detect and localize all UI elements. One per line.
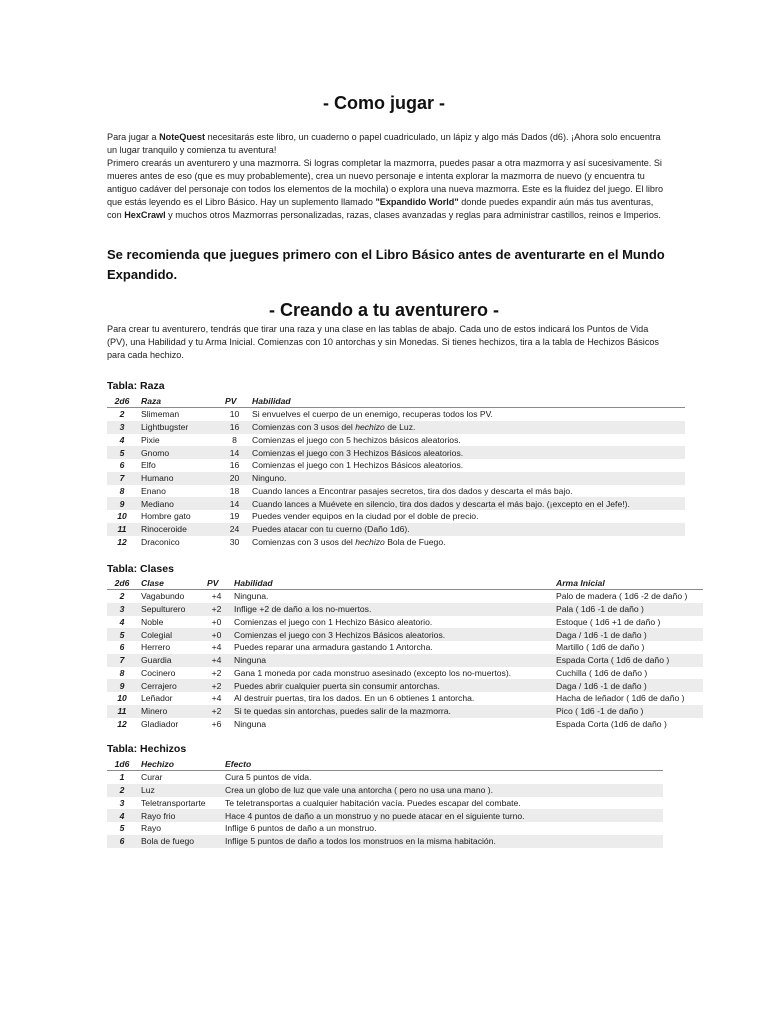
table-cell: Ninguna <box>234 718 267 729</box>
table-cell: 9 <box>107 497 137 510</box>
table-cell: Noble <box>141 616 164 627</box>
table-cell: 14 <box>221 446 248 459</box>
table-cell: Enano <box>141 485 166 496</box>
table-cell: Mediano <box>137 497 221 510</box>
table-row <box>107 421 685 434</box>
table-cell: 2 <box>119 409 125 420</box>
table-cell: Espada Corta (1d6 de daño ) <box>556 718 667 729</box>
table-row <box>107 446 685 459</box>
table-cell: 24 <box>221 523 248 536</box>
table-cell: Cuchilla ( 1d6 de daño ) <box>556 667 648 678</box>
header-die: 2d6 <box>107 395 137 408</box>
table-row <box>107 523 685 536</box>
header-raza: Raza <box>137 395 221 408</box>
header-habilidad: Habilidad <box>230 577 552 590</box>
table-cell: Comienzas el juego con 5 hechizos básicos aleatorios. <box>252 434 461 445</box>
table-cell: 11 <box>107 523 137 536</box>
table-cell: +4 <box>211 693 222 704</box>
table-cell: Hombre gato <box>141 511 191 522</box>
table-cell: Rayo frio <box>137 809 221 822</box>
table-cell: Pixie <box>141 434 160 445</box>
table-cell: +2 <box>211 667 222 678</box>
table-cell: 11 <box>107 705 137 718</box>
recommendation-text: Se recomienda que juegues primero con el Libro Básico antes de aventurarte en el Mundo Expandido. <box>107 247 665 282</box>
table-cell: Luz <box>137 784 221 797</box>
table-cell: Si envuelves el cuerpo de un enemigo, recuperas todos los PV. <box>252 409 493 420</box>
table-cell: 10 <box>229 409 240 420</box>
table-cell: Colegial <box>137 628 203 641</box>
table-row <box>107 497 685 510</box>
table-cell: 20 <box>221 472 248 485</box>
table-cell: 5 <box>119 823 125 834</box>
intro-paragraph-2: Primero crearás un aventurero y una mazmorra. Si logras completar la mazmorra, puedes pasar a otra mazmorra y así sucesivamente. Si mueres antes de eso (que es muy probablemente), crea un nuevo personaje e intenta explorar la mazmorra de nuevo (y encuentra tu antiguo cadáver del personaje con todos los elementos de la mochila) o explora una nueva mazmorra. Este es la fluidez del juego. El libro que estás leyendo es el Libro Básico. Hay un suplemento llamado "Expandido World" donde puedes expandir aún más tus aventuras, con HexCrawl y muchos otros Mazmorras personalizadas, razas, clases avanzadas y reglas para administrar castillos, reinos e Imperios. <box>107 158 664 220</box>
table-cell: 4 <box>119 616 125 627</box>
table-cell: Ninguno. <box>248 472 685 485</box>
table-cell: Guardia <box>137 654 203 667</box>
intro-text <box>107 131 667 222</box>
table-cell: Al destruir puertas, tira los dados. En un 6 obtienes 1 antorcha. <box>234 693 475 704</box>
intro-paragraph-1: Para jugar a NoteQuest necesitarás este libro, un cuaderno o papel cuadriculado, un lápiz y algo más Dados (d6). ¡Ahora solo encuentra un lugar tranquilo y comienza tu aventura! <box>107 132 661 155</box>
table-cell: Martillo ( 1d6 de daño ) <box>556 642 645 653</box>
table-cell: Gladiador <box>141 718 179 729</box>
table-cell: 8 <box>119 667 125 678</box>
table-cell: Palo de madera ( 1d6 -2 de daño ) <box>556 591 688 602</box>
table-cell: Puedes atacar con tu cuerno (Daño 1d6). <box>248 523 685 536</box>
table-row <box>107 408 685 421</box>
table-raza <box>107 395 685 548</box>
table-cell: Estoque ( 1d6 +1 de daño ) <box>556 616 661 627</box>
table-cell: Gana 1 moneda por cada monstruo asesinado (excepto los no-muertos). <box>234 667 512 678</box>
table-cell: 12 <box>117 718 127 729</box>
table-row <box>107 771 663 784</box>
table-cell: 7 <box>107 654 137 667</box>
table-cell: Comienzas con 3 usos del hechizo Bola de Fuego. <box>252 536 446 547</box>
table-cell: +4 <box>203 654 230 667</box>
table-cell: Bola de fuego <box>137 835 221 848</box>
table-row <box>107 616 703 629</box>
table-cell: Espada Corta ( 1d6 de daño ) <box>552 654 703 667</box>
table-cell: +0 <box>203 628 230 641</box>
table-cell: +4 <box>211 591 222 602</box>
header-arma-inicial: Arma Inicial <box>552 577 703 590</box>
table-cell: Hace 4 puntos de daño a un monstruo y no puede atacar en el siguiente turno. <box>221 809 663 822</box>
table-cell: Teletransportarte <box>141 797 206 808</box>
table-cell: Ninguna. <box>234 591 269 602</box>
table-cell: 6 <box>119 460 125 471</box>
table-cell: Curar <box>141 772 163 783</box>
header-pv: PV <box>221 395 248 408</box>
header-clase: Clase <box>137 577 203 590</box>
table-cell: Puedes abrir cualquier puerta sin consumir antorchas. <box>230 679 552 692</box>
table-cell: 5 <box>107 628 137 641</box>
table-header-row <box>107 395 685 408</box>
header-pv: PV <box>203 577 230 590</box>
table-cell: 4 <box>119 434 125 445</box>
table-row <box>107 485 685 498</box>
table-row <box>107 797 663 810</box>
table-cell: Cuando lances a Muévete en silencio, tira dos dados y descarta el más bajo. (¡excepto en el Jefe!). <box>248 497 685 510</box>
page-title: - Como jugar - <box>323 93 445 113</box>
table-cell: 9 <box>107 679 137 692</box>
table-row <box>107 641 703 654</box>
table-cell: 6 <box>107 835 137 848</box>
table-cell: 10 <box>117 693 127 704</box>
table-cell: 4 <box>107 809 137 822</box>
table-cell: 5 <box>107 446 137 459</box>
table-cell: Comienzas el juego con 1 Hechizos Básicos aleatorios. <box>252 460 464 471</box>
table-cell: 16 <box>229 460 240 471</box>
table-cell: 2 <box>119 591 125 602</box>
table-cell: Pala ( 1d6 -1 de daño ) <box>552 603 703 616</box>
table-cell: 8 <box>119 485 125 496</box>
table-cell: 18 <box>229 485 240 496</box>
table-cell: Draconico <box>141 536 180 547</box>
table-cell: Rinoceroide <box>137 523 221 536</box>
table-cell: Comienzas el juego con 1 Hechizo Básico aleatorio. <box>234 616 433 627</box>
table-row <box>107 459 685 472</box>
table-cell: Humano <box>137 472 221 485</box>
table-cell: Elfo <box>141 460 156 471</box>
table-cell: 3 <box>107 421 137 434</box>
table-cell: Cura 5 puntos de vida. <box>225 772 312 783</box>
table-cell: 3 <box>107 603 137 616</box>
table-row <box>107 667 703 680</box>
table-cell: 30 <box>229 536 240 547</box>
table-cell: Inflige 6 puntos de daño a un monstruo. <box>225 823 377 834</box>
table-cell: Daga / 1d6 -1 de daño ) <box>552 628 703 641</box>
table-cell: Rayo <box>141 823 162 834</box>
table-cell: +0 <box>211 616 222 627</box>
table-cell: Ninguna <box>230 654 552 667</box>
table-cell: Sepulturero <box>137 603 203 616</box>
table-cell: Cocinero <box>141 667 176 678</box>
header-die: 1d6 <box>107 758 137 771</box>
table-cell: +2 <box>203 603 230 616</box>
table-cell: +2 <box>203 705 230 718</box>
section-title-creating-adventurer: - Creando a tu aventurero - <box>268 300 500 320</box>
table-row <box>107 809 663 822</box>
header-efecto: Efecto <box>221 758 663 771</box>
table-cell: 8 <box>232 434 237 445</box>
table-clases <box>107 577 703 730</box>
table-cell: Leñador <box>141 693 173 704</box>
table-cell: 12 <box>117 536 127 547</box>
table-caption-clases: Tabla: Clases <box>107 563 174 575</box>
table-cell: 14 <box>221 497 248 510</box>
table-cell: Herrero <box>141 642 171 653</box>
table-cell: Si te quedas sin antorchas, puedes salir de la mazmorra. <box>230 705 552 718</box>
table-cell: 16 <box>221 421 248 434</box>
table-cell: Minero <box>137 705 203 718</box>
table-cell: +4 <box>211 642 222 653</box>
table-row <box>107 835 663 848</box>
table-cell: +6 <box>211 718 222 729</box>
table-cell: 7 <box>107 472 137 485</box>
table-cell: 1 <box>119 772 125 783</box>
table-cell: Hacha de leñador ( 1d6 de daño ) <box>556 693 685 704</box>
table-cell: 3 <box>119 797 125 808</box>
table-cell: Gnomo <box>137 446 221 459</box>
table-row <box>107 784 663 797</box>
table-row <box>107 718 703 731</box>
header-die: 2d6 <box>107 577 137 590</box>
table-cell: Comienzas con 3 usos del hechizo de Luz. <box>248 421 685 434</box>
table-cell: Puedes vender equipos en la ciudad por el doble de precio. <box>252 511 479 522</box>
table-caption-hechizos: Tabla: Hechizos <box>107 743 187 755</box>
header-habilidad: Habilidad <box>248 395 685 408</box>
table-cell: Te teletransportas a cualquier habitación vacía. Puedes escapar del combate. <box>225 797 521 808</box>
table-cell: Vagabundo <box>141 591 185 602</box>
table-cell: Cuando lances a Encontrar pasajes secretos, tira dos dados y descarta el más bajo. <box>252 485 573 496</box>
table-hechizos <box>107 758 663 848</box>
section-intro-text: Para crear tu aventurero, tendrás que tirar una raza y una clase en las tablas de abajo. Cada uno de estos indicará los Puntos de Vida (PV), una Habilidad y tu Arma Inicial. Comienzas con 10 antorchas y sin Monedas. Si tienes hechizos, tira a la tabla de Hechizos Básicos para cada hechizo. <box>107 324 659 360</box>
table-cell: Puedes reparar una armadura gastando 1 Antorcha. <box>234 642 433 653</box>
table-cell: Pico ( 1d6 -1 de daño ) <box>552 705 703 718</box>
table-row <box>107 536 685 549</box>
table-row <box>107 628 703 641</box>
table-cell: Comienzas el juego con 3 Hechizos Básicos aleatorios. <box>248 446 685 459</box>
table-row <box>107 679 703 692</box>
header-hechizo: Hechizo <box>137 758 221 771</box>
table-cell: Inflige +2 de daño a los no-muertos. <box>230 603 552 616</box>
table-cell: Comienzas el juego con 3 Hechizos Básicos aleatorios. <box>230 628 552 641</box>
table-cell: 6 <box>119 642 125 653</box>
table-cell: Daga / 1d6 -1 de daño ) <box>552 679 703 692</box>
table-cell: Slimeman <box>141 409 180 420</box>
table-header-row <box>107 577 703 590</box>
table-cell: Cerrajero <box>137 679 203 692</box>
table-row <box>107 434 685 447</box>
table-row <box>107 472 685 485</box>
table-cell: Inflige 5 puntos de daño a todos los monstruos en la misma habitación. <box>221 835 663 848</box>
table-row <box>107 510 685 523</box>
table-row <box>107 705 703 718</box>
table-row <box>107 654 703 667</box>
table-cell: Crea un globo de luz que vale una antorcha ( pero no usa una mano ). <box>221 784 663 797</box>
table-cell: 2 <box>107 784 137 797</box>
table-cell: Lightbugster <box>137 421 221 434</box>
table-row <box>107 692 703 705</box>
table-caption-raza: Tabla: Raza <box>107 380 165 392</box>
table-row <box>107 822 663 835</box>
table-row <box>107 603 703 616</box>
table-cell: 19 <box>229 511 240 522</box>
table-row <box>107 590 703 603</box>
table-header-row <box>107 758 663 771</box>
table-cell: +2 <box>203 679 230 692</box>
table-cell: 10 <box>117 511 127 522</box>
